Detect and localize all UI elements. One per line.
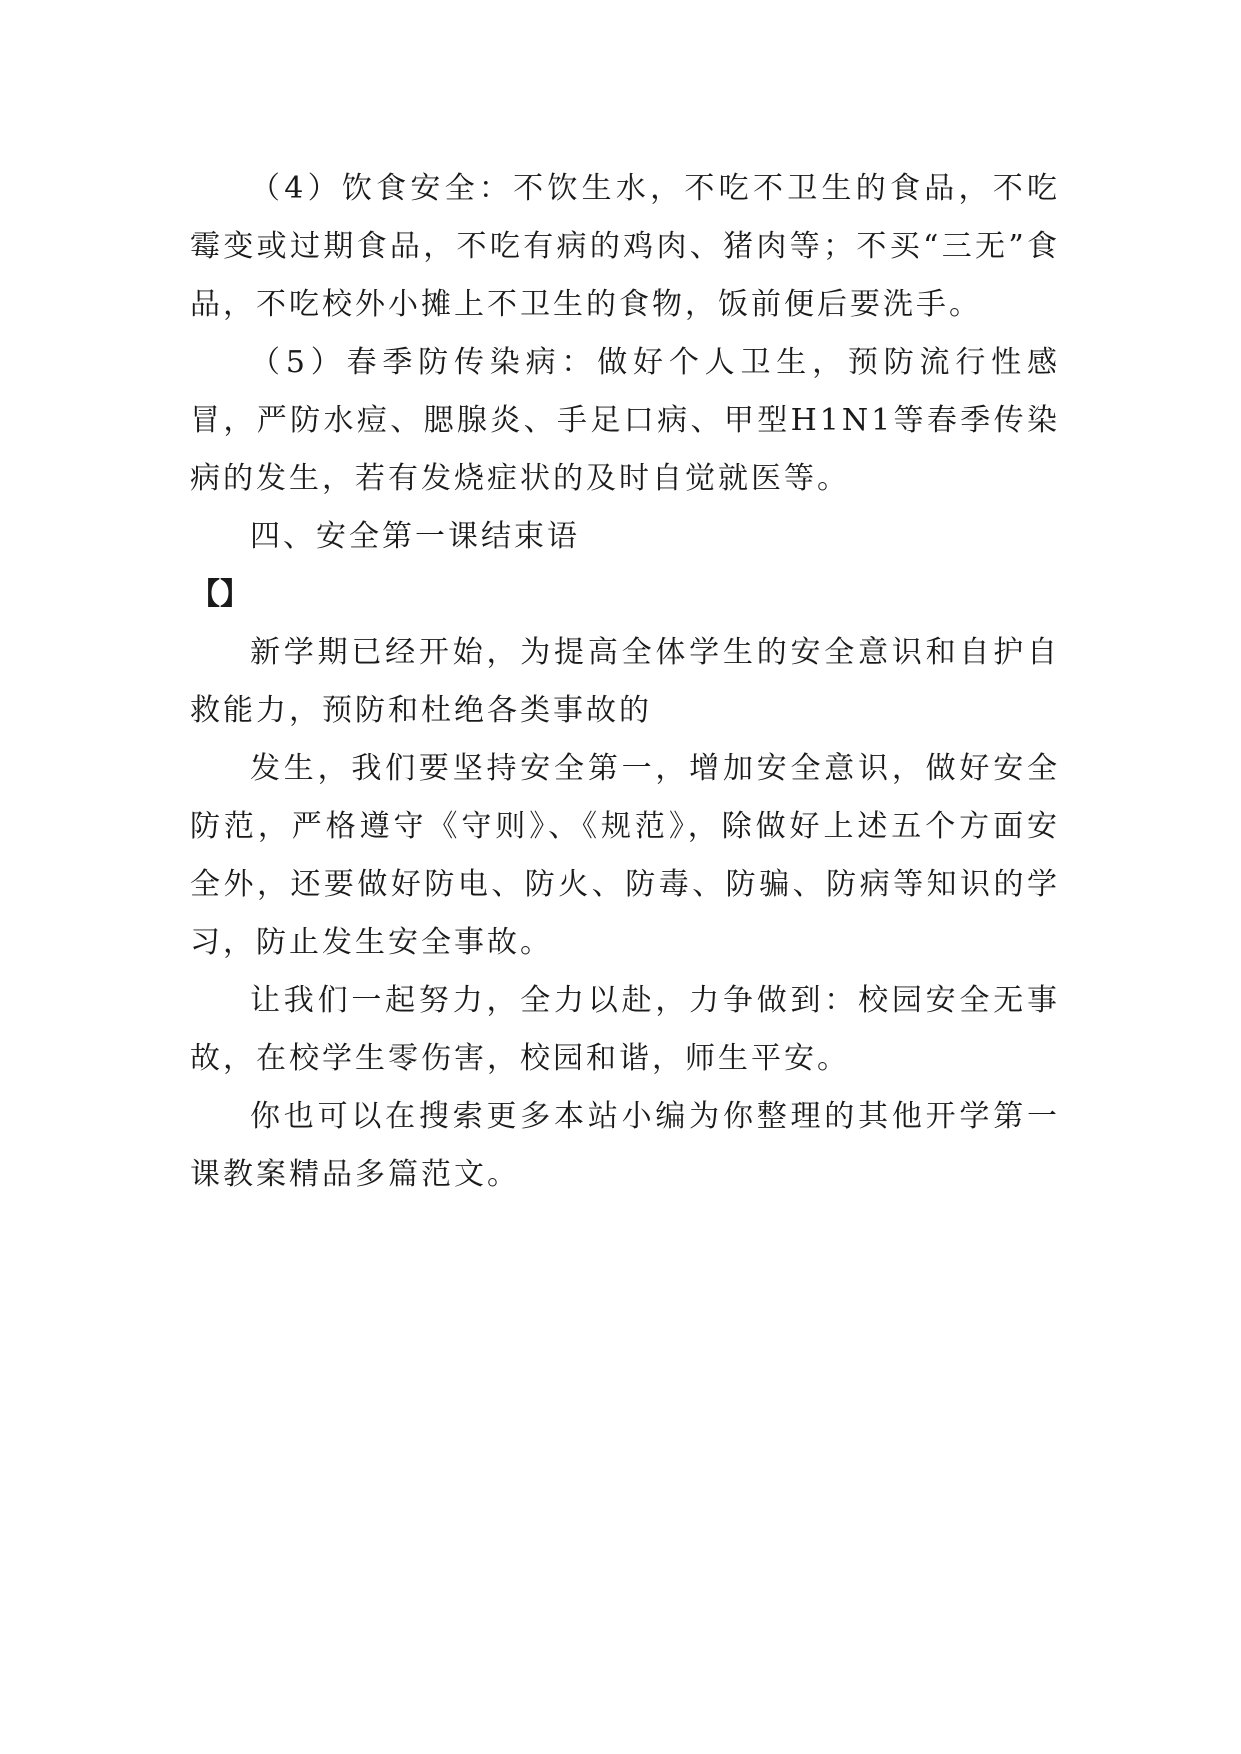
document-body (190, 160, 1060, 1204)
paragraph-work-together: 让我们一起努力，全力以赴，力争做到：校园安全无事故，在校学生零伤害，校园和谐，师生平安。 (190, 983, 1060, 1076)
section-heading-closing: 四、安全第一课结束语 (250, 519, 580, 554)
paragraph-more-articles: 你也可以在搜索更多本站小编为你整理的其他开学第一课教案精品多篇范文。 (190, 1099, 1060, 1192)
bracket-mark: 【】 (190, 577, 250, 612)
paragraph-safety-first: 发生，我们要坚持安全第一，增加安全意识，做好安全防范，严格遵守《守则》、《规范》，除做好上述五个方面安全外，还要做好防电、防火、防毒、防骗、防病等知识的学习，防止发生安全事故。 (190, 751, 1060, 960)
paragraph-food-safety: （4）饮食安全：不饮生水，不吃不卫生的食品，不吃霉变或过期食品，不吃有病的鸡肉、猪肉等；不买“三无”食品，不吃校外小摊上不卫生的食物，饭前便后要洗手。 (190, 171, 1060, 322)
paragraph-new-term: 新学期已经开始，为提高全体学生的安全意识和自护自救能力，预防和杜绝各类事故的 (190, 635, 1060, 728)
paragraph-spring-disease: （5）春季防传染病：做好个人卫生，预防流行性感冒，严防水痘、腮腺炎、手足口病、甲型H1N1等春季传染病的发生，若有发烧症状的及时自觉就医等。 (190, 345, 1060, 496)
